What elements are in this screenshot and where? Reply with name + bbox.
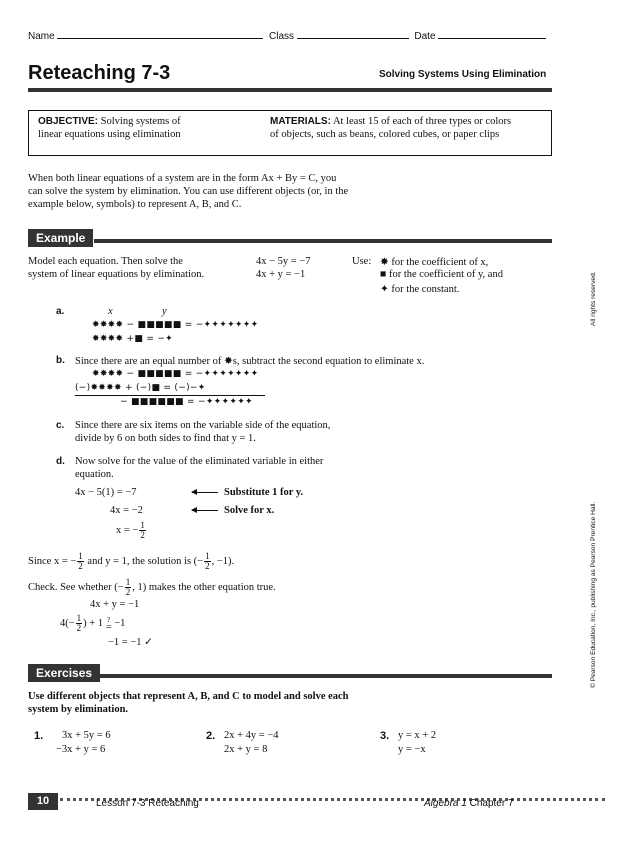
since-line bbox=[28, 552, 234, 571]
part-d-eq3 bbox=[116, 521, 147, 540]
frac-den: 2 bbox=[140, 530, 145, 540]
date-blank bbox=[438, 29, 546, 39]
name-field bbox=[28, 29, 546, 42]
class-blank bbox=[297, 29, 409, 39]
fraction-half bbox=[204, 552, 211, 571]
part-d-line2: equation. bbox=[75, 469, 114, 480]
check-eq2 bbox=[60, 614, 125, 633]
part-b-row2: (−)✸✸✸✸ + (−)■ = (−)−✦ bbox=[75, 383, 206, 393]
use-star: ✸ for the coefficient of x, bbox=[380, 257, 489, 268]
objective-line1 bbox=[38, 116, 181, 127]
footer-lesson: Lesson 7-3 Reteaching bbox=[96, 798, 199, 809]
ex1-eq1: 3x + 5y = 6 bbox=[62, 730, 111, 741]
part-a-row1: ✸✸✸✸ − ■■■■■ = −✦✦✦✦✦✦✦ bbox=[92, 320, 259, 330]
note-substitute: Substitute 1 for y. bbox=[224, 487, 304, 498]
part-c-line1: Since there are six items on the variable side of the equation, bbox=[75, 420, 331, 431]
objective-text: Solving systems of bbox=[100, 116, 181, 127]
exercises-banner: Exercises bbox=[28, 664, 100, 682]
objective-line2: linear equations using elimination bbox=[38, 129, 181, 140]
materials-label: MATERIALS: bbox=[270, 116, 331, 127]
page-subtitle: Solving Systems Using Elimination bbox=[379, 69, 547, 80]
materials-line2: of objects, such as beans, colored cubes, or paper clips bbox=[270, 129, 500, 140]
example-eq2: 4x + y = −1 bbox=[256, 269, 306, 280]
example-text1: Model each equation. Then solve the bbox=[28, 256, 183, 267]
frac-num: 1 bbox=[205, 551, 210, 561]
materials-text: At least 15 of each of three types or colors bbox=[332, 116, 512, 127]
part-b-text: Since there are an equal number of ✸s, subtract the second equation to eliminate x. bbox=[75, 356, 425, 367]
part-a-row2: ✸✸✸✸ +■ = −✦ bbox=[92, 334, 174, 344]
since-part-b: and y = 1, the solution is (− bbox=[87, 555, 204, 567]
page-title: Reteaching 7-3 bbox=[28, 62, 171, 84]
ex2-number: 2. bbox=[206, 730, 216, 742]
part-b-row1: ✸✸✸✸ − ■■■■■ = −✦✦✦✦✦✦✦ bbox=[92, 369, 259, 379]
part-d-label: d. bbox=[56, 456, 65, 467]
question-mark: ? bbox=[107, 615, 111, 624]
use-diamond: ✦ for the constant. bbox=[380, 284, 460, 295]
exercises-instr2: system by elimination. bbox=[28, 704, 129, 715]
footer-book bbox=[424, 798, 514, 809]
fraction-half bbox=[125, 578, 132, 597]
arrow-left-icon bbox=[192, 510, 218, 511]
since-part-c: , −1). bbox=[211, 555, 235, 567]
since-part-a: Since x = − bbox=[28, 555, 77, 567]
fraction-half bbox=[76, 614, 83, 633]
class-label: Class bbox=[269, 31, 295, 42]
ex2-eq1: 2x + 4y = −4 bbox=[224, 730, 279, 741]
ex3-number: 3. bbox=[380, 730, 390, 742]
check-eq2-b: ) + 1 bbox=[83, 617, 104, 629]
frac-den: 2 bbox=[78, 561, 83, 571]
eq3-left: x = − bbox=[116, 524, 139, 536]
part-d-eq2: 4x = −2 bbox=[110, 505, 143, 516]
part-c-label: c. bbox=[56, 420, 65, 431]
equals-sign: = bbox=[105, 621, 112, 633]
frac-num: 1 bbox=[76, 613, 82, 623]
check-part-b: , 1) makes the other equation true. bbox=[132, 581, 276, 593]
intro-line3: example below, symbols) to represent A, B, and C. bbox=[28, 199, 242, 210]
use-label: Use: bbox=[352, 256, 372, 267]
part-a-label: a. bbox=[56, 306, 65, 317]
example-rule bbox=[94, 239, 552, 243]
check-line bbox=[28, 578, 276, 597]
frac-num: 1 bbox=[125, 577, 131, 587]
objective-label: OBJECTIVE: bbox=[38, 116, 99, 127]
date-label: Date bbox=[414, 31, 436, 42]
ex1-eq2: −3x + y = 6 bbox=[56, 744, 106, 755]
copyright-notice: © Pearson Education, Inc., publishing as Pearson Prentice Hall. bbox=[590, 501, 597, 688]
frac-den: 2 bbox=[205, 561, 210, 571]
ex2-eq2: 2x + y = 8 bbox=[224, 744, 268, 755]
part-d-line1: Now solve for the value of the eliminated variable in either bbox=[75, 456, 324, 467]
note-solve: Solve for x. bbox=[224, 505, 275, 516]
name-blank bbox=[57, 29, 263, 39]
check-eq2-a: 4(− bbox=[60, 617, 75, 629]
fraction-half bbox=[139, 521, 146, 540]
part-a-x: x bbox=[108, 306, 113, 317]
example-eq1: 4x − 5y = −7 bbox=[256, 256, 311, 267]
part-a-y: y bbox=[162, 306, 167, 317]
name-label: Name bbox=[28, 31, 55, 42]
check-eq2-d: −1 bbox=[114, 617, 126, 629]
part-b-underline bbox=[75, 395, 265, 396]
rights-reserved: All rights reserved. bbox=[590, 271, 597, 326]
ex1-number: 1. bbox=[34, 730, 44, 742]
intro-line2: can solve the system by elimination. You can use different objects (or, in the bbox=[28, 186, 349, 197]
ex3-eq1: y = x + 2 bbox=[398, 730, 437, 741]
ex3-eq2: y = −x bbox=[398, 744, 426, 755]
part-d-note2 bbox=[192, 505, 274, 516]
footer-chapter: Chapter 7 bbox=[469, 798, 514, 809]
fraction-half bbox=[77, 552, 84, 571]
exercises-rule bbox=[100, 674, 552, 678]
page-number: 10 bbox=[28, 793, 58, 810]
use-square: ■ for the coefficient of y, and bbox=[380, 269, 503, 280]
question-equals bbox=[106, 617, 112, 631]
frac-num: 1 bbox=[78, 551, 83, 561]
part-d-eq1: 4x − 5(1) = −7 bbox=[75, 487, 137, 498]
title-rule bbox=[28, 88, 552, 92]
check-eq3: −1 = −1 ✓ bbox=[108, 637, 153, 648]
part-b-row3: − ■■■■■■ = −✦✦✦✦✦✦ bbox=[120, 397, 253, 407]
part-c-line2: divide by 6 on both sides to find that y = 1. bbox=[75, 433, 256, 444]
materials-line1 bbox=[270, 116, 511, 127]
frac-num: 1 bbox=[140, 520, 145, 530]
example-text2: system of linear equations by elimination. bbox=[28, 269, 205, 280]
frac-den: 2 bbox=[76, 623, 82, 633]
check-part-a: Check. See whether (− bbox=[28, 581, 124, 593]
frac-den: 2 bbox=[125, 587, 131, 597]
footer-book-title: Algebra 1 bbox=[424, 798, 467, 809]
part-d-note1 bbox=[192, 487, 303, 498]
intro-line1: When both linear equations of a system are in the form Ax + By = C, you bbox=[28, 173, 337, 184]
example-banner: Example bbox=[28, 229, 93, 247]
check-eq1: 4x + y = −1 bbox=[90, 599, 140, 610]
arrow-left-icon bbox=[192, 492, 218, 493]
part-b-label: b. bbox=[56, 355, 65, 366]
exercises-instr1: Use different objects that represent A, B, and C to model and solve each bbox=[28, 691, 349, 702]
